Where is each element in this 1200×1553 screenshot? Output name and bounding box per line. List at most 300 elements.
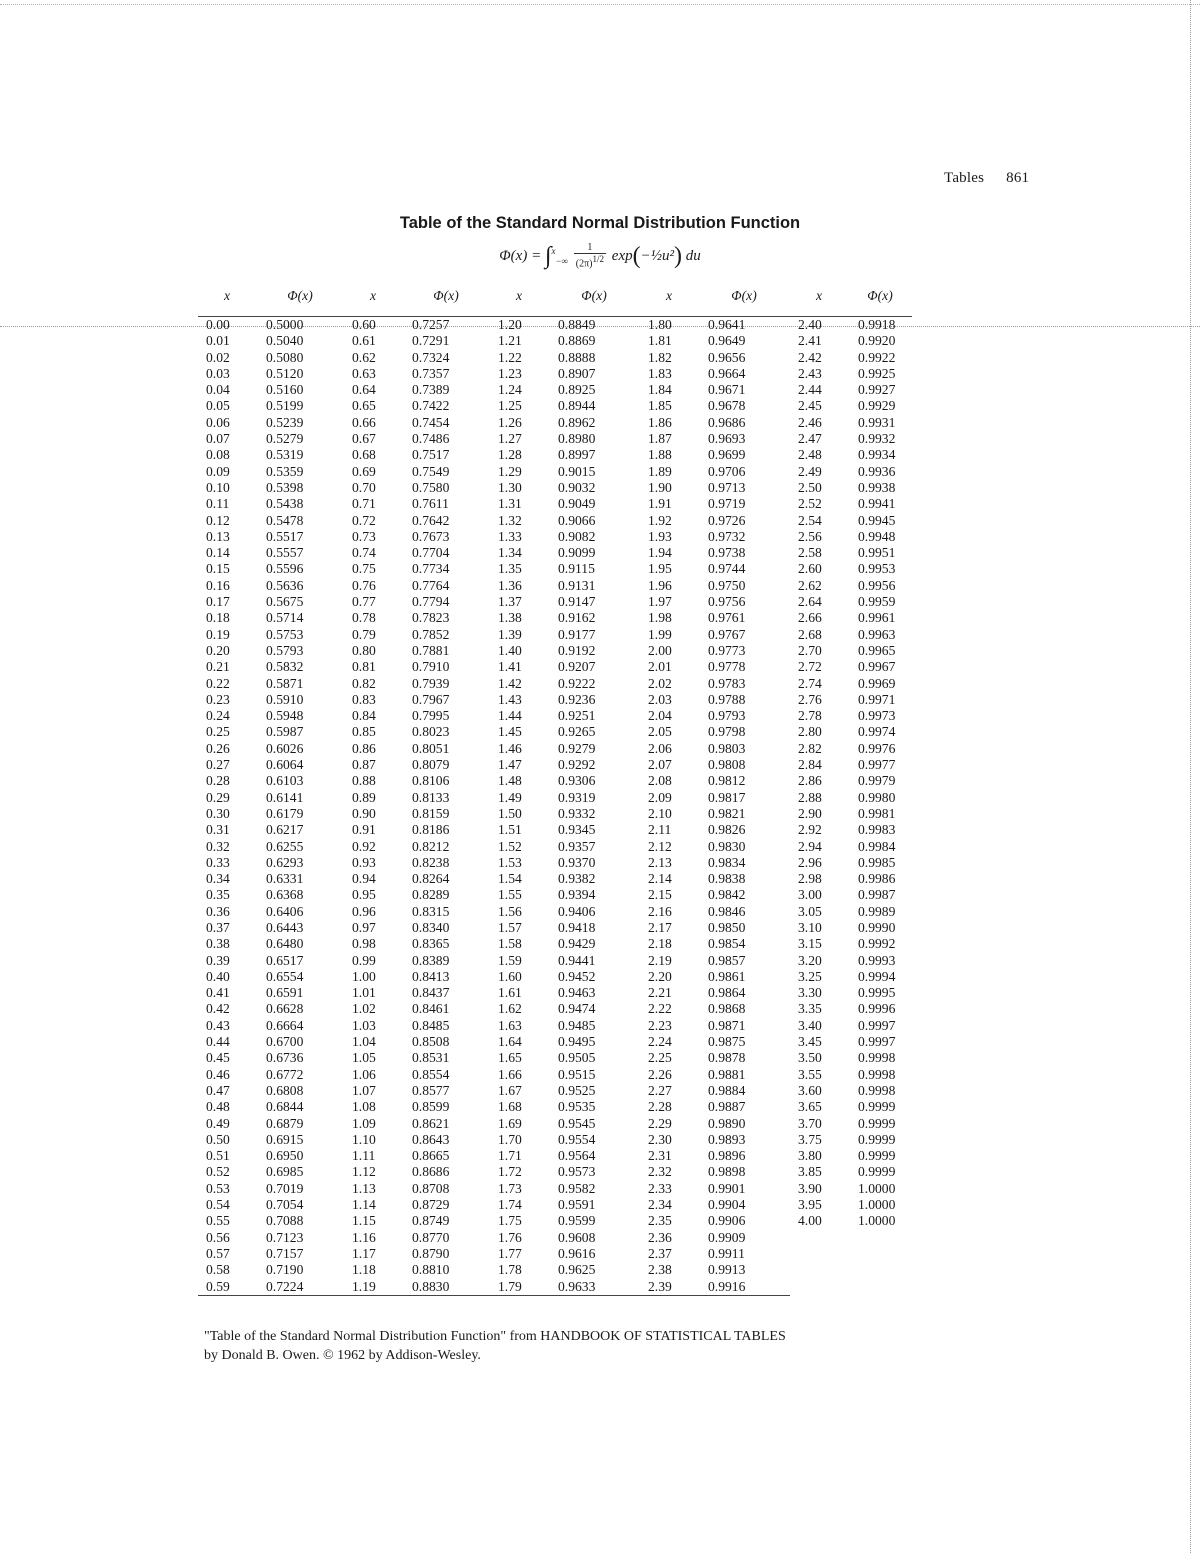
cell-x: 2.23 [648,1017,672,1033]
cell-x: 2.34 [648,1197,672,1213]
cell-phi: 0.8212 [412,838,450,854]
cell-phi: 0.5871 [266,675,304,691]
cell-phi: 0.9382 [558,871,596,887]
table-row [198,317,912,334]
cell-x: 0.71 [352,496,376,512]
cell-x: 2.98 [798,871,822,887]
cell-phi: 0.9599 [558,1213,596,1229]
cell-x: 2.62 [798,577,822,593]
cell-x: 0.22 [206,675,230,691]
cell-phi: 0.9773 [708,642,746,658]
cell-phi [848,1246,912,1262]
cell-x: 3.30 [798,985,822,1001]
cell-phi: 0.8997 [558,447,596,463]
table-row [198,969,912,985]
cell-x: 0.62 [352,349,376,365]
table-row [198,545,912,561]
cell-phi: 0.5987 [266,724,304,740]
cell-x: 1.53 [498,854,522,870]
cell-phi: 0.8749 [412,1213,450,1229]
cell-phi: 0.8869 [558,333,596,349]
cell-phi: 0.9115 [558,561,595,577]
cell-x: 0.46 [206,1066,230,1082]
cell-phi: 0.9406 [558,903,596,919]
cell-x: 2.25 [648,1050,672,1066]
table-row [198,1262,912,1278]
cell-phi: 0.5793 [266,642,304,658]
denominator-exponent: 1/2 [592,254,605,265]
cell-x: 1.68 [498,1099,522,1115]
cell-phi: 1.0000 [858,1197,896,1213]
cell-phi: 0.9997 [858,1034,896,1050]
cell-x: 1.95 [648,561,672,577]
cell-x: 0.52 [206,1164,230,1180]
cell-x: 0.88 [352,773,376,789]
cell-x: 1.40 [498,642,522,658]
cell-x: 0.85 [352,724,376,740]
table-row [198,806,912,822]
cell-phi: 0.9932 [858,431,896,447]
cell-phi: 0.9418 [558,919,596,935]
cell-phi: 0.9878 [708,1050,746,1066]
cell-phi: 0.6026 [266,740,304,756]
cell-x: 1.52 [498,838,522,854]
table-row [198,1230,912,1246]
left-paren: ( [632,243,641,269]
cell-x: 1.70 [498,1131,522,1147]
cell-phi: 0.6480 [266,936,304,952]
cell-x: 0.00 [206,317,230,332]
cell-x: 2.16 [648,903,672,919]
cell-x [790,1230,848,1246]
cell-x: 2.26 [648,1066,672,1082]
cell-phi: 0.9719 [708,496,746,512]
cell-phi: 0.9732 [708,528,746,544]
cell-x: 3.20 [798,952,822,968]
cell-phi: 0.7967 [412,691,450,707]
cell-phi: 0.9990 [858,919,896,935]
cell-phi: 0.8980 [558,431,596,447]
cell-x: 1.30 [498,479,522,495]
cell-phi: 0.9678 [708,398,746,414]
table-row [198,1148,912,1164]
cell-phi: 0.5832 [266,659,304,675]
formula-lhs: Φ(x) = [499,248,545,264]
cell-phi: 0.9032 [558,479,596,495]
cell-x: 0.08 [206,447,230,463]
cell-phi: 0.6915 [266,1131,304,1147]
cell-phi: 0.6103 [266,773,304,789]
cell-x: 0.58 [206,1262,230,1278]
formula-du: du [681,248,701,264]
cell-phi: 0.9850 [708,919,746,935]
cell-phi: 0.9838 [708,871,746,887]
cell-phi: 0.9951 [858,545,896,561]
cell-x: 1.22 [498,349,522,365]
cell-x: 0.21 [206,659,230,675]
header-phi-col-0: Φ(x) [287,288,313,303]
cell-phi: 0.9495 [558,1034,596,1050]
cell-phi: 0.7995 [412,708,450,724]
table-row [198,676,912,692]
table-row [198,692,912,708]
cell-x: 2.06 [648,740,672,756]
table-row [198,1132,912,1148]
cell-phi: 0.9996 [858,1001,896,1017]
cell-x: 0.75 [352,561,376,577]
cell-x: 0.67 [352,431,376,447]
cell-phi: 0.7422 [412,398,450,414]
cell-x: 1.31 [498,496,522,512]
cell-x: 2.45 [798,398,822,414]
cell-x: 0.98 [352,936,376,952]
cell-x: 3.35 [798,1001,822,1017]
cell-x: 2.37 [648,1245,672,1261]
cell-phi: 0.8289 [412,887,450,903]
cell-phi: 0.8770 [412,1229,450,1245]
cell-x: 0.53 [206,1180,230,1196]
cell-x: 1.62 [498,1001,522,1017]
cell-x: 1.38 [498,610,522,626]
table-row [198,415,912,431]
cell-phi: 0.9920 [858,333,896,349]
cell-phi: 0.9984 [858,838,896,854]
cell-phi: 0.8665 [412,1148,450,1164]
cell-x: 1.92 [648,512,672,528]
cell-x: 0.56 [206,1229,230,1245]
cell-x: 1.60 [498,968,522,984]
cell-phi: 0.9963 [858,626,896,642]
cell-x: 1.50 [498,805,522,821]
table-row [198,561,912,577]
cell-phi: 0.7734 [412,561,450,577]
cell-x: 3.15 [798,936,822,952]
table-row [198,1164,912,1180]
cell-x: 1.96 [648,577,672,593]
cell-x: 2.20 [648,968,672,984]
cell-x: 1.06 [352,1066,376,1082]
cell-x: 3.45 [798,1034,822,1050]
cell-phi: 0.7939 [412,675,450,691]
cell-x: 1.34 [498,545,522,561]
cell-phi: 0.6844 [266,1099,304,1115]
cell-phi: 0.5714 [266,610,304,626]
cell-x: 1.72 [498,1164,522,1180]
cell-phi: 0.9994 [858,968,896,984]
cell-phi: 0.9995 [858,985,896,1001]
table-row [198,496,912,512]
formula-exponent: −½u² [640,248,674,264]
cell-phi: 0.6217 [266,822,304,838]
cell-x: 3.10 [798,919,822,935]
cell-phi: 0.7881 [412,642,450,658]
cell-phi: 0.9641 [708,317,746,332]
cell-phi: 0.9887 [708,1099,746,1115]
cell-x: 1.09 [352,1115,376,1131]
cell-x: 0.83 [352,691,376,707]
cell-phi: 0.6443 [266,919,304,935]
table-row [198,610,912,626]
cell-phi: 0.8810 [412,1262,450,1278]
cell-x [790,1279,848,1296]
cell-x: 2.14 [648,871,672,887]
cell-x: 0.72 [352,512,376,528]
cell-phi: 0.9099 [558,545,596,561]
cell-phi: 0.7517 [412,447,450,463]
cell-phi: 0.9948 [858,528,896,544]
cell-phi: 0.6255 [266,838,304,854]
cell-x: 1.33 [498,528,522,544]
cell-phi: 0.6141 [266,789,304,805]
cell-x: 2.24 [648,1034,672,1050]
table-row [198,1001,912,1017]
cell-x: 0.47 [206,1082,230,1098]
cell-x: 2.41 [798,333,822,349]
cell-phi: 0.9945 [858,512,896,528]
cell-phi: 0.7764 [412,577,450,593]
header-x-col-4: x [815,288,823,303]
table-row [198,985,912,1001]
cell-x: 1.15 [352,1213,376,1229]
cell-phi: 0.8708 [412,1180,450,1196]
cell-x: 2.70 [798,642,822,658]
cell-x: 1.12 [352,1164,376,1180]
cell-x: 2.18 [648,936,672,952]
cell-x: 3.05 [798,903,822,919]
cell-x: 0.25 [206,724,230,740]
cell-phi: 0.6293 [266,854,304,870]
table-row [198,953,912,969]
cell-phi: 0.7324 [412,349,450,365]
cell-x: 3.60 [798,1082,822,1098]
table-row [198,1197,912,1213]
cell-phi: 0.6950 [266,1148,304,1164]
cell-phi: 0.9798 [708,724,746,740]
cell-phi: 0.9726 [708,512,746,528]
cell-phi: 0.9981 [858,805,896,821]
table-row [198,708,912,724]
cell-phi: 0.9871 [708,1017,746,1033]
cell-phi: 0.6985 [266,1164,304,1180]
cell-x: 1.58 [498,936,522,952]
cell-phi: 0.9812 [708,773,746,789]
cell-phi: 0.9893 [708,1131,746,1147]
cell-x: 0.12 [206,512,230,528]
cell-phi: 0.9049 [558,496,596,512]
cell-phi: 0.9738 [708,545,746,561]
cell-phi [848,1230,912,1246]
table-body [198,317,912,1296]
cell-x: 0.15 [206,561,230,577]
cell-phi: 0.9999 [858,1148,896,1164]
cell-phi: 0.9985 [858,854,896,870]
cell-x: 2.76 [798,691,822,707]
cell-x [790,1246,848,1262]
cell-phi: 0.9279 [558,740,596,756]
cell-phi: 0.9222 [558,675,596,691]
scan-artifact-right-edge [1190,0,1191,1553]
cell-x: 1.94 [648,545,672,561]
integral-sign: ∫ [544,243,552,269]
cell-x: 0.97 [352,919,376,935]
cell-x: 0.34 [206,871,230,887]
cell-phi: 0.6628 [266,1001,304,1017]
cell-x: 1.14 [352,1197,376,1213]
cell-x: 0.60 [352,317,376,332]
cell-x: 0.10 [206,479,230,495]
cell-x: 0.09 [206,463,230,479]
cell-x: 1.75 [498,1213,522,1229]
cell-phi: 0.9934 [858,447,896,463]
cell-x: 0.38 [206,936,230,952]
cell-phi: 0.6736 [266,1050,304,1066]
cell-phi: 0.7673 [412,528,450,544]
cell-phi: 0.9788 [708,691,746,707]
cell-x: 1.91 [648,496,672,512]
cell-x: 1.48 [498,773,522,789]
cell-phi: 0.7704 [412,545,450,561]
cell-x: 0.69 [352,463,376,479]
cell-x: 1.37 [498,594,522,610]
cell-x: 2.28 [648,1099,672,1115]
cell-phi: 0.6808 [266,1082,304,1098]
table-row [198,724,912,740]
cell-x: 0.51 [206,1148,230,1164]
cell-x: 0.41 [206,985,230,1001]
cell-x: 1.45 [498,724,522,740]
table-row [198,464,912,480]
source-footnote [204,1327,904,1365]
cell-x: 1.27 [498,431,522,447]
cell-x: 0.01 [206,333,230,349]
cell-x: 1.26 [498,414,522,430]
cell-x: 1.99 [648,626,672,642]
cell-phi: 0.9927 [858,382,896,398]
cell-x: 2.29 [648,1115,672,1131]
table-row [198,1050,912,1066]
cell-phi: 1.0000 [858,1180,896,1196]
cell-phi: 0.9082 [558,528,596,544]
cell-x: 1.59 [498,952,522,968]
cell-x: 0.73 [352,528,376,544]
cell-x: 1.73 [498,1180,522,1196]
cell-x: 0.95 [352,887,376,903]
cell-phi: 0.9967 [858,659,896,675]
cell-phi: 0.5438 [266,496,304,512]
cell-phi: 0.8485 [412,1017,450,1033]
cell-phi: 0.7454 [412,414,450,430]
cell-x: 1.69 [498,1115,522,1131]
cell-x: 3.40 [798,1017,822,1033]
cell-x: 1.55 [498,887,522,903]
formula-exp: exp [608,248,633,264]
cell-phi: 0.9545 [558,1115,596,1131]
cell-phi: 0.9756 [708,594,746,610]
table-title: Table of the Standard Normal Distribution Function [399,214,801,232]
cell-phi: 0.9573 [558,1164,596,1180]
integral-upper-limit: x [551,246,556,256]
cell-x: 1.51 [498,822,522,838]
cell-x: 1.28 [498,447,522,463]
cell-x: 1.98 [648,610,672,626]
cell-phi: 0.6406 [266,903,304,919]
cell-x: 2.22 [648,1001,672,1017]
cell-x: 3.90 [798,1180,822,1196]
cell-x: 0.94 [352,871,376,887]
cell-phi: 0.9929 [858,398,896,414]
cell-phi: 0.7486 [412,431,450,447]
cell-phi: 0.5596 [266,561,304,577]
cell-phi: 0.9938 [858,479,896,495]
cell-phi: 0.9783 [708,675,746,691]
cell-x: 2.27 [648,1082,672,1098]
cell-phi: 0.8729 [412,1197,450,1213]
cell-phi: 0.8340 [412,919,450,935]
cell-x: 2.54 [798,512,822,528]
cell-x: 2.33 [648,1180,672,1196]
cell-phi: 0.7088 [266,1213,304,1229]
cell-x: 0.78 [352,610,376,626]
cell-x: 0.02 [206,349,230,365]
cell-phi: 0.9925 [858,365,896,381]
cell-x: 3.75 [798,1131,822,1147]
table-row [198,871,912,887]
cell-phi: 0.7549 [412,463,450,479]
cell-phi: 0.9319 [558,789,596,805]
cell-x: 1.65 [498,1050,522,1066]
cell-phi: 0.9485 [558,1017,596,1033]
cell-phi: 0.8264 [412,871,450,887]
table-row [198,594,912,610]
table-row [198,398,912,414]
right-paren: ) [673,243,682,269]
cell-x: 2.84 [798,757,822,773]
cell-phi: 0.9864 [708,985,746,1001]
cell-phi: 0.9817 [708,789,746,805]
cell-phi: 0.9515 [558,1066,596,1082]
cell-phi: 0.8790 [412,1245,450,1261]
cell-x: 0.77 [352,594,376,610]
cell-phi: 0.9656 [708,349,746,365]
cell-x: 1.67 [498,1082,522,1098]
cell-x: 1.63 [498,1017,522,1033]
cell-x: 2.01 [648,659,672,675]
cell-x: 0.93 [352,854,376,870]
cell-phi: 0.9979 [858,773,896,789]
cell-phi: 0.9834 [708,854,746,870]
cell-x: 1.78 [498,1262,522,1278]
cell-x: 0.44 [206,1034,230,1050]
cell-phi: 0.5000 [266,317,304,332]
cell-x: 0.57 [206,1245,230,1261]
cell-phi: 0.9463 [558,985,596,1001]
cell-phi: 0.9997 [858,1017,896,1033]
cell-phi: 0.9918 [858,317,896,332]
cell-x: 2.60 [798,561,822,577]
cell-x: 0.96 [352,903,376,919]
cell-x: 0.63 [352,365,376,381]
cell-x: 1.07 [352,1082,376,1098]
cell-phi: 0.8051 [412,740,450,756]
cell-phi: 0.9977 [858,757,896,773]
cell-x: 0.70 [352,479,376,495]
cell-x: 2.36 [648,1229,672,1245]
cell-x: 1.42 [498,675,522,691]
cell-phi: 0.9998 [858,1082,896,1098]
cell-phi: 0.9875 [708,1034,746,1050]
cell-phi: 0.9357 [558,838,596,854]
cell-x: 1.11 [352,1148,376,1164]
